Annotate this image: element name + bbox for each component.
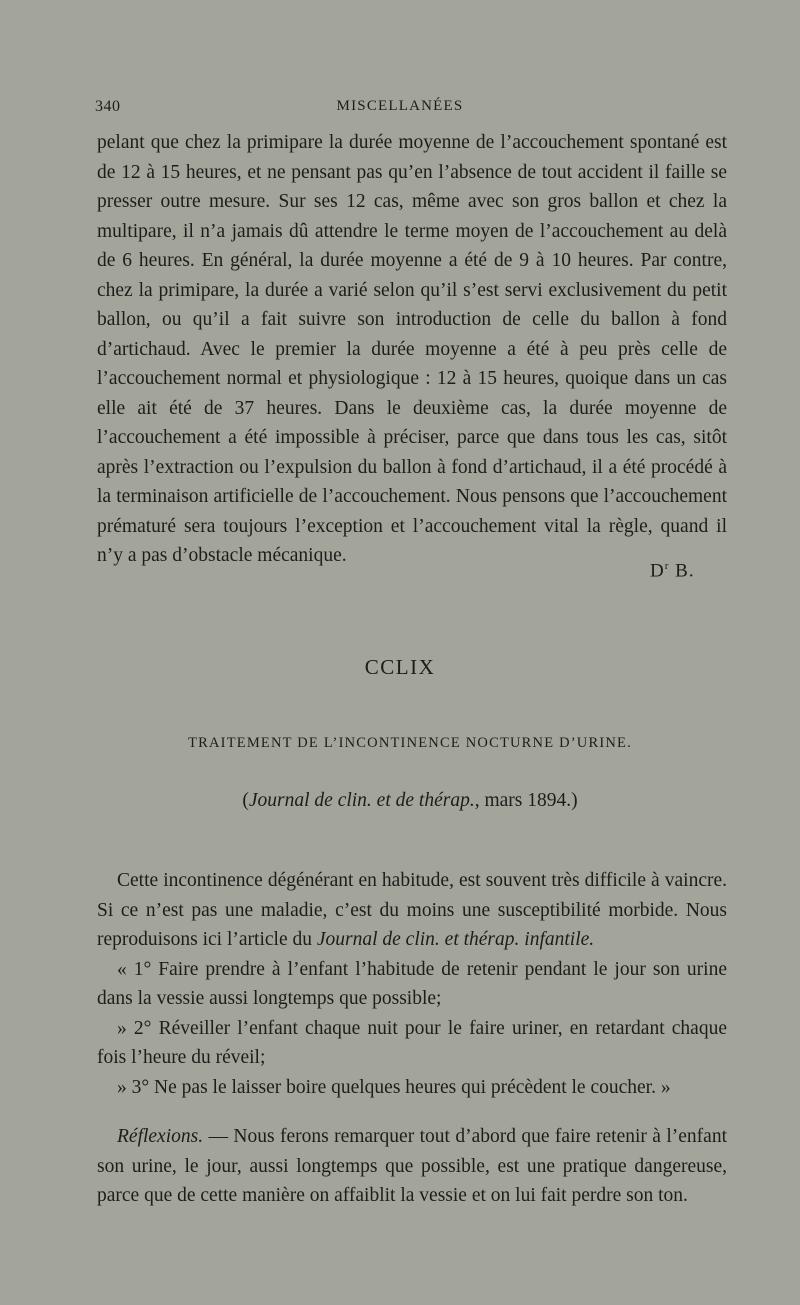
- author-signature: [650, 560, 695, 582]
- article-source: [0, 790, 800, 812]
- running-head: MISCELLANÉES: [336, 98, 464, 114]
- list-item-2: » 2° Réveiller l’enfant chaque nuit pour le faire uriner, en retardant chaque fois l’heure du réveil;: [97, 1017, 727, 1068]
- page-number: 340: [95, 98, 121, 115]
- reflexions-label: Réflexions.: [117, 1126, 204, 1147]
- list-item-3: » 3° Ne pas le laisser boire quelques heures qui précèdent le coucher. »: [117, 1076, 671, 1098]
- intro-paragraph: [97, 866, 727, 955]
- signature-name: B.: [669, 560, 695, 582]
- source-journal: Journal de clin. et de thérap.: [248, 790, 475, 811]
- reflexions-text: — Nous ferons remarquer tout d’abord que faire retenir à l’enfant son urine, le jour, aussi longtemps que possible, est une pratique dangereuse, parce que de cette manière on affaiblit la vessie et on lui fait perdre son ton.: [97, 1126, 727, 1206]
- continued-text-block: [97, 128, 727, 571]
- source-rest: , mars 1894.): [474, 790, 578, 811]
- article-title: TRAITEMENT DE L’INCONTINENCE NOCTURNE D’URINE.: [188, 735, 632, 751]
- intro-journal: Journal de clin. et thérap. infantile.: [316, 929, 595, 950]
- paragraph: pelant que chez la primipare la durée moyenne de l’accouchement spontané est de 12 à 15 heures, et ne pensant pas qu’en l’absence de tout accident il faille se presser outre mesure. Sur ses 12 cas, même avec son gros ballon et chez la multipare, il n’a jamais dû attendre le terme moyen de l’accouchement au delà de 6 heures. En général, la durée moyenne a été de 9 à 10 heures. Par contre, chez la primipare, la durée a varié selon qu’il s’est servi exclusivement du petit ballon, ou qu’il a fait suivre son introduction de celle du ballon à fond d’artichaud. Avec le premier la durée moyenne a été à peu près celle de l’accouchement normal et physiologique : 12 à 15 heures, quoique dans un cas elle ait été de 37 heures. Dans le deuxième cas, la durée moyenne de l’accouchement a été impossible à préciser, parce que dans tous les cas, sitôt après l’extraction ou l’expulsion du ballon à fond d’artichaud, il a été procédé à la terminaison artificielle de l’accouchement. Nous pensons que l’accouchement prématuré sera toujours l’exception et l’accouchement vital la règle, quand il n’y a pas d’obstacle mécanique.: [97, 132, 727, 566]
- list-item-1: « 1° Faire prendre à l’enfant l’habitude de retenir pendant le jour son urine dans la vessie aussi longtemps que possible;: [97, 958, 727, 1009]
- intro-text: Cette incontinence dégénérant en habitude, est souvent très difficile à vaincre. Si ce n’est pas une maladie, c’est du moins une susceptibilité morbide. Nous reproduisons ici l’article du: [97, 870, 727, 950]
- article-number: CCLIX: [364, 655, 436, 679]
- article-body: [97, 866, 727, 1211]
- spacer: [97, 1102, 727, 1122]
- signature-superscript: r: [664, 560, 670, 572]
- signature-prefix: D: [650, 560, 665, 582]
- source-open: (: [242, 790, 249, 811]
- reflexions-paragraph: [97, 1122, 727, 1211]
- page-header: [95, 98, 705, 122]
